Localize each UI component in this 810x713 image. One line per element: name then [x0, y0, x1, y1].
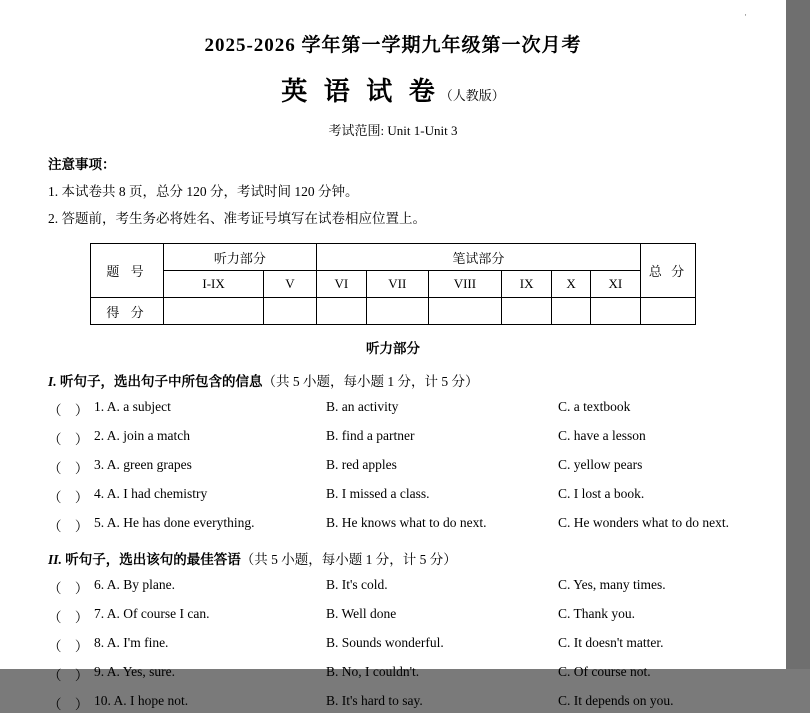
question-number: 6.	[94, 577, 105, 592]
score-table-col-1: V	[264, 271, 317, 298]
score-cell[interactable]	[552, 298, 591, 325]
question-number: 1.	[94, 399, 105, 414]
score-cell[interactable]	[428, 298, 501, 325]
option-c[interactable]: C. have a lesson	[558, 428, 646, 443]
option-a-text: A. I had chemistry	[106, 486, 208, 501]
question-number: 4.	[94, 486, 105, 501]
part-number: II.	[48, 552, 62, 567]
answer-bracket[interactable]: （ ）	[48, 697, 94, 712]
option-c[interactable]: C. He wonders what to do next.	[558, 515, 729, 530]
part-scoring: （共 5 小题，每小题 1 分，计 5 分）	[262, 374, 479, 389]
option-a-text: A. Of course I can.	[106, 606, 210, 621]
option-a-text: A. He has done everything.	[106, 515, 255, 530]
option-a[interactable]	[94, 486, 326, 502]
option-a-text: A. I'm fine.	[106, 635, 169, 650]
option-a[interactable]	[94, 635, 326, 651]
option-c[interactable]: C. Of course not.	[558, 664, 651, 679]
score-cell[interactable]	[264, 298, 317, 325]
answer-bracket[interactable]: （ ）	[48, 639, 94, 654]
question-number: 7.	[94, 606, 105, 621]
part-heading-1	[48, 370, 738, 390]
option-b[interactable]: B. It's hard to say.	[326, 693, 423, 708]
score-table-col-0: I-IX	[164, 271, 264, 298]
score-table-col-3: VII	[366, 271, 428, 298]
score-table	[90, 243, 696, 325]
score-table-col-4: VIII	[428, 271, 501, 298]
question-number: 8.	[94, 635, 105, 650]
score-table-group-written: 笔试部分	[316, 244, 640, 271]
option-b[interactable]: B. an activity	[326, 399, 399, 414]
score-table-question-label: 题 号	[91, 244, 164, 298]
part-number: I.	[48, 374, 57, 389]
answer-bracket[interactable]: （ ）	[48, 490, 94, 505]
question-row	[48, 664, 738, 684]
score-table-col-6: X	[552, 271, 591, 298]
answer-bracket[interactable]: （ ）	[48, 403, 94, 418]
option-b[interactable]: B. red apples	[326, 457, 397, 472]
score-table-total-label: 总 分	[641, 244, 696, 298]
option-a-text: A. a subject	[106, 399, 171, 414]
answer-bracket[interactable]: （ ）	[48, 432, 94, 447]
part-heading-2	[48, 548, 738, 568]
score-table-col-7: XI	[590, 271, 640, 298]
option-a[interactable]	[94, 577, 326, 593]
option-a[interactable]	[94, 428, 326, 444]
option-b[interactable]: B. He knows what to do next.	[326, 515, 487, 530]
answer-bracket[interactable]: （ ）	[48, 519, 94, 534]
score-cell[interactable]	[502, 298, 552, 325]
option-a[interactable]	[94, 664, 326, 680]
option-a-text: A. join a match	[106, 428, 190, 443]
option-c[interactable]: C. Thank you.	[558, 606, 635, 621]
answer-bracket[interactable]: （ ）	[48, 581, 94, 596]
notice-item-2: 2. 答题前，考生务必将姓名、准考证号填写在试卷相应位置上。	[48, 211, 426, 226]
question-number: 3.	[94, 457, 105, 472]
option-b[interactable]: B. I missed a class.	[326, 486, 430, 501]
option-a-text: A. By plane.	[106, 577, 176, 592]
page-title: 2025-2026 学年第一学期九年级第一次月考	[204, 35, 582, 56]
score-table-col-2: VI	[316, 271, 366, 298]
option-b[interactable]: B. It's cold.	[326, 577, 388, 592]
listening-section-title: 听力部分	[366, 341, 420, 356]
question-row	[48, 457, 738, 477]
question-row	[48, 515, 738, 535]
option-b[interactable]: B. Sounds wonderful.	[326, 635, 444, 650]
subject-line	[48, 71, 738, 108]
page-right-gutter	[786, 0, 810, 669]
question-row	[48, 693, 738, 713]
score-cell[interactable]	[316, 298, 366, 325]
notice-item-1: 1. 本试卷共 8 页，总分 120 分，考试时间 120 分钟。	[48, 184, 359, 199]
notice-heading: 注意事项：	[48, 157, 116, 172]
option-a-text: A. Yes, sure.	[106, 664, 176, 679]
question-row	[48, 606, 738, 626]
option-a[interactable]	[94, 457, 326, 473]
score-table-group-listening: 听力部分	[164, 244, 317, 271]
answer-bracket[interactable]: （ ）	[48, 668, 94, 683]
score-cell[interactable]	[164, 298, 264, 325]
option-c[interactable]: C. It doesn't matter.	[558, 635, 664, 650]
option-b[interactable]: B. Well done	[326, 606, 397, 621]
score-table-score-label: 得 分	[91, 298, 164, 325]
part-title: 听句子，选出该句的最佳答语	[65, 552, 241, 567]
question-row	[48, 635, 738, 655]
score-cell[interactable]	[366, 298, 428, 325]
option-b[interactable]: B. No, I couldn't.	[326, 664, 420, 679]
question-row	[48, 577, 738, 597]
exam-scope: 考试范围: Unit 1-Unit 3	[328, 123, 458, 138]
option-a-text: A. I hope not.	[113, 693, 189, 708]
option-a-text: A. green grapes	[106, 457, 192, 472]
score-table-group-row	[91, 244, 696, 271]
question-row	[48, 428, 738, 448]
part-title: 听句子，选出句子中所包含的信息	[60, 374, 263, 389]
question-number: 5.	[94, 515, 105, 530]
option-a[interactable]	[94, 399, 326, 415]
question-number: 10.	[94, 693, 111, 708]
part-scoring: （共 5 小题，每小题 1 分，计 5 分）	[240, 552, 457, 567]
score-table-columns-row	[91, 271, 696, 298]
option-c[interactable]: C. yellow pears	[558, 457, 643, 472]
question-number: 2.	[94, 428, 105, 443]
answer-bracket[interactable]: （ ）	[48, 461, 94, 476]
score-cell[interactable]	[590, 298, 640, 325]
option-c[interactable]: C. It depends on you.	[558, 693, 674, 708]
answer-bracket[interactable]: （ ）	[48, 610, 94, 625]
question-row	[48, 399, 738, 419]
score-table-score-row	[91, 298, 696, 325]
score-table-col-5: IX	[502, 271, 552, 298]
corner-mark: ·	[744, 10, 748, 20]
textbook-edition: （人教版）	[439, 88, 505, 103]
option-c[interactable]: C. Yes, many times.	[558, 577, 666, 592]
subject-name: 英 语 试 卷	[281, 77, 440, 106]
option-a[interactable]	[94, 606, 326, 622]
option-a[interactable]	[94, 515, 326, 531]
option-c[interactable]: C. I lost a book.	[558, 486, 645, 501]
option-a[interactable]	[94, 693, 326, 709]
question-row	[48, 486, 738, 506]
question-number: 9.	[94, 664, 105, 679]
score-cell-total[interactable]	[641, 298, 696, 325]
option-b[interactable]: B. find a partner	[326, 428, 415, 443]
option-c[interactable]: C. a textbook	[558, 399, 631, 414]
